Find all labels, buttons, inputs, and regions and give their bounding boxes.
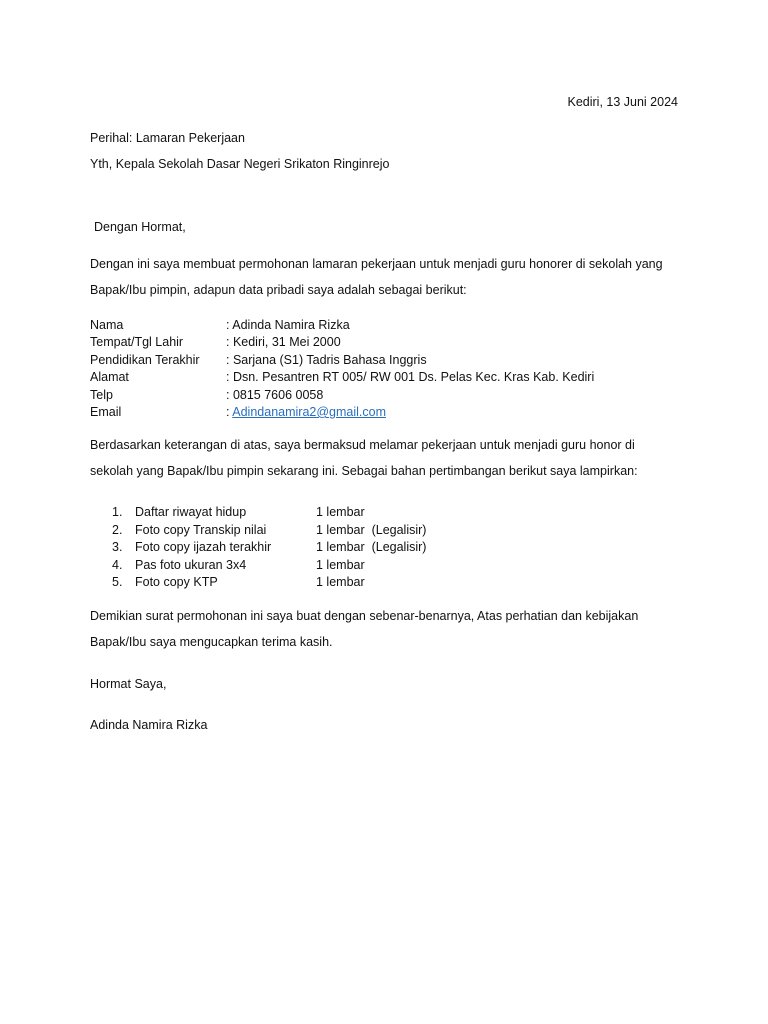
letter-recipient: Yth, Kepala Sekolah Dasar Negeri Srikaton Ringinrejo — [90, 157, 390, 171]
closing-paragraph-line-2: Bapak/Ibu saya mengucapkan terima kasih. — [90, 635, 333, 649]
email-prefix: : — [226, 404, 233, 419]
data-value-birth: : Kediri, 31 Mei 2000 — [226, 335, 341, 350]
list-number: 5. — [112, 575, 123, 590]
attachment-qty: 1 lembar — [316, 505, 365, 519]
data-label-email: Email — [90, 404, 122, 419]
attachment-qty: 1 lembar — [316, 575, 365, 590]
data-label-birth: Tempat/Tgl Lahir — [90, 335, 184, 350]
attachment-name: Foto copy Transkip nilai — [135, 522, 267, 537]
signer-name: Adinda Namira Rizka — [90, 718, 208, 732]
list-number: 2. — [112, 522, 123, 537]
data-label-address: Alamat — [90, 370, 129, 385]
data-label-education: Pendidikan Terakhir — [90, 352, 200, 367]
body-paragraph-line-2: sekolah yang Bapak/Ibu pimpin sekarang ini. Sebagai bahan pertimbangan berikut saya lampirkan: — [90, 464, 638, 478]
attachment-qty: 1 lembar — [316, 557, 365, 572]
data-value-address: : Dsn. Pesantren RT 005/ RW 001 Ds. Pelas Kec. Kras Kab. Kediri — [226, 370, 595, 385]
attachment-name: Foto copy ijazah terakhir — [135, 540, 272, 555]
attachment-qty: 1 lembar (Legalisir) — [316, 540, 427, 555]
list-number: 4. — [112, 557, 123, 572]
intro-paragraph-line-1: Dengan ini saya membuat permohonan lamaran pekerjaan untuk menjadi guru honorer di sekolah yang — [90, 257, 663, 271]
letter-subject: Perihal: Lamaran Pekerjaan — [90, 131, 245, 145]
data-label-nama: Nama — [90, 318, 124, 332]
attachment-name: Pas foto ukuran 3x4 — [135, 557, 247, 572]
letter-greeting: Dengan Hormat, — [94, 220, 186, 234]
attachment-qty: 1 lembar (Legalisir) — [316, 522, 427, 537]
letter-date: Kediri, 13 Juni 2024 — [567, 95, 678, 109]
email-link[interactable]: Adindanamira2@gmail.com — [232, 404, 386, 419]
closing-paragraph-line-1: Demikian surat permohonan ini saya buat dengan sebenar-benarnya, Atas perhatian dan kebijakan — [90, 609, 639, 623]
data-value-phone: : 0815 7606 0058 — [226, 387, 324, 402]
data-value-nama: : Adinda Namira Rizka — [226, 318, 350, 332]
data-label-phone: Telp — [90, 387, 113, 402]
data-value-education: : Sarjana (S1) Tadris Bahasa Inggris — [226, 352, 427, 367]
body-paragraph-line-1: Berdasarkan keterangan di atas, saya bermaksud melamar pekerjaan untuk menjadi guru honor di — [90, 438, 635, 452]
list-number: 3. — [112, 540, 123, 555]
attachment-name: Daftar riwayat hidup — [135, 505, 247, 519]
attachment-name: Foto copy KTP — [135, 575, 218, 590]
data-value-email-wrapper — [226, 404, 386, 421]
list-number: 1. — [112, 505, 123, 519]
regards-text: Hormat Saya, — [90, 677, 167, 691]
intro-paragraph-line-2: Bapak/Ibu pimpin, adapun data pribadi saya adalah sebagai berikut: — [90, 283, 467, 297]
